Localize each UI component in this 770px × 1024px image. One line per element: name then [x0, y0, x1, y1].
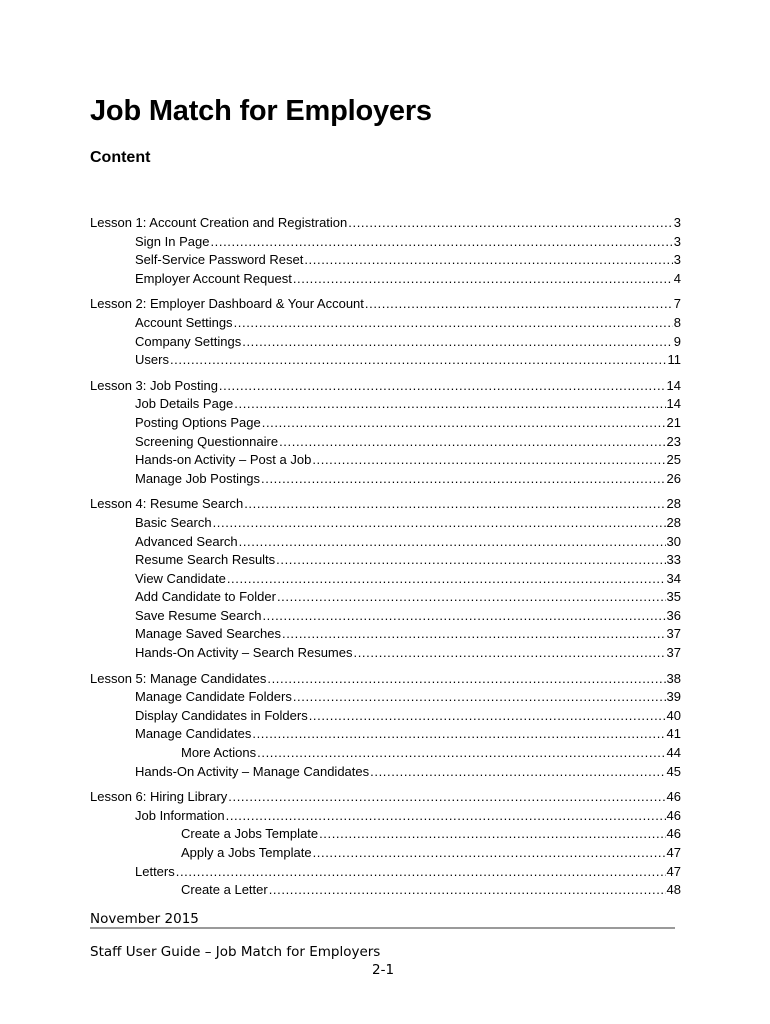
- toc-section-entry: [90, 533, 681, 552]
- toc-entry-label: Manage Job Postings: [135, 470, 261, 486]
- toc-dot-leader: [282, 625, 666, 644]
- toc-entry-page-number: 41: [666, 726, 681, 742]
- toc-entry-label: Users: [135, 352, 169, 368]
- toc-dot-leader: [257, 744, 665, 763]
- toc-entry-page-number: 46: [666, 789, 681, 805]
- toc-dot-leader: [276, 551, 665, 570]
- toc-entry-page-number: 3: [673, 215, 681, 230]
- toc-entry-page-number: 21: [666, 414, 681, 430]
- toc-lesson-group: [90, 377, 681, 489]
- toc-dot-leader: [293, 270, 673, 289]
- toc-entry-page-number: 11: [667, 352, 681, 368]
- toc-lesson-entry: [90, 495, 681, 514]
- toc-entry-page-number: 26: [666, 470, 681, 486]
- toc-section-entry: [90, 433, 681, 452]
- toc-entry-label: Employer Account Request: [135, 270, 292, 286]
- toc-entry-label: Manage Saved Searches: [135, 626, 281, 642]
- toc-entry-page-number: 28: [666, 496, 681, 512]
- toc-dot-leader: [242, 333, 673, 352]
- toc-lesson-group: [90, 670, 681, 782]
- toc-section-entry: [90, 470, 681, 489]
- toc-dot-leader: [348, 214, 672, 233]
- toc-entry-label: Lesson 1: Account Creation and Registration: [90, 215, 348, 230]
- toc-dot-leader: [213, 514, 666, 533]
- toc-entry-page-number: 3: [673, 233, 681, 249]
- toc-dot-leader: [319, 825, 665, 844]
- contents-heading: Content: [90, 149, 151, 166]
- footer-date: November 2015: [90, 911, 199, 927]
- toc-entry-page-number: 34: [666, 570, 681, 586]
- toc-entry-page-number: 39: [666, 689, 681, 705]
- toc-lesson-entry: [90, 214, 681, 233]
- toc-dot-leader: [244, 495, 665, 514]
- toc-entry-label: Save Resume Search: [135, 607, 262, 623]
- toc-entry-label: Create a Letter: [181, 882, 268, 898]
- toc-section-entry: [90, 351, 681, 370]
- toc-dot-leader: [239, 533, 666, 552]
- toc-section-entry: [90, 744, 681, 763]
- toc-entry-label: Posting Options Page: [135, 414, 261, 430]
- toc-section-entry: [90, 825, 681, 844]
- toc-section-entry: [90, 625, 681, 644]
- toc-entry-page-number: 23: [666, 433, 681, 449]
- toc-entry-page-number: 35: [666, 589, 681, 605]
- toc-entry-label: Lesson 2: Employer Dashboard & Your Account: [90, 296, 364, 312]
- toc-section-entry: [90, 807, 681, 826]
- toc-entry-page-number: 38: [666, 670, 681, 686]
- toc-dot-leader: [219, 377, 666, 396]
- toc-dot-leader: [312, 451, 665, 470]
- toc-lesson-group: [90, 495, 681, 662]
- toc-entry-label: Screening Questionnaire: [135, 433, 279, 449]
- toc-entry-page-number: 9: [673, 333, 681, 349]
- toc-dot-leader: [252, 725, 665, 744]
- toc-section-entry: [90, 644, 681, 663]
- toc-entry-page-number: 37: [666, 626, 681, 642]
- toc-entry-label: Letters: [135, 863, 175, 879]
- toc-entry-label: Lesson 6: Hiring Library: [90, 789, 228, 805]
- toc-entry-label: Resume Search Results: [135, 552, 276, 568]
- toc-entry-label: Display Candidates in Folders: [135, 707, 308, 723]
- toc-entry-page-number: 44: [666, 745, 681, 761]
- toc-section-entry: [90, 314, 681, 333]
- toc-section-entry: [90, 688, 681, 707]
- toc-section-entry: [90, 725, 681, 744]
- toc-dot-leader: [176, 863, 666, 882]
- toc-section-entry: [90, 607, 681, 626]
- table-of-contents: [90, 214, 681, 907]
- footer-page-number: 2-1: [372, 962, 395, 978]
- toc-entry-label: Job Information: [135, 807, 225, 823]
- toc-dot-leader: [226, 807, 666, 826]
- toc-entry-page-number: 48: [666, 882, 681, 898]
- toc-section-entry: [90, 414, 681, 433]
- toc-entry-page-number: 46: [666, 826, 681, 842]
- toc-entry-page-number: 3: [673, 252, 681, 268]
- footer-guide-title: Staff User Guide – Job Match for Employers: [90, 944, 381, 960]
- toc-entry-label: Create a Jobs Template: [181, 826, 319, 842]
- toc-entry-label: Manage Candidate Folders: [135, 689, 292, 705]
- toc-section-entry: [90, 863, 681, 882]
- toc-lesson-group: [90, 214, 681, 288]
- toc-entry-label: Self-Service Password Reset: [135, 252, 304, 268]
- toc-section-entry: [90, 451, 681, 470]
- toc-entry-page-number: 7: [673, 296, 681, 312]
- toc-entry-page-number: 14: [666, 377, 681, 393]
- toc-entry-label: Add Candidate to Folder: [135, 589, 276, 605]
- toc-section-entry: [90, 233, 681, 252]
- toc-entry-label: Account Settings: [135, 314, 233, 330]
- toc-dot-leader: [365, 295, 673, 314]
- toc-lesson-entry: [90, 788, 681, 807]
- toc-section-entry: [90, 763, 681, 782]
- toc-entry-page-number: 8: [673, 314, 681, 330]
- toc-entry-label: Hands-On Activity – Search Resumes: [135, 645, 353, 661]
- toc-entry-label: Lesson 4: Resume Search: [90, 496, 244, 512]
- footer-divider: [90, 927, 675, 929]
- toc-dot-leader: [228, 788, 665, 807]
- toc-entry-label: Lesson 5: Manage Candidates: [90, 670, 267, 686]
- toc-section-entry: [90, 395, 681, 414]
- toc-entry-page-number: 47: [666, 863, 681, 879]
- toc-entry-page-number: 47: [666, 845, 681, 860]
- toc-entry-page-number: 4: [673, 270, 681, 286]
- toc-entry-label: Manage Candidates: [135, 726, 252, 742]
- toc-dot-leader: [267, 670, 665, 689]
- toc-dot-leader: [170, 351, 667, 370]
- toc-entry-page-number: 46: [666, 807, 681, 823]
- toc-entry-label: Hands-on Activity – Post a Job: [135, 452, 312, 468]
- toc-lesson-group: [90, 788, 681, 900]
- toc-entry-label: Advanced Search: [135, 533, 238, 549]
- toc-entry-page-number: 33: [666, 552, 681, 568]
- toc-entry-label: Company Settings: [135, 333, 242, 349]
- toc-entry-page-number: 36: [666, 607, 681, 623]
- toc-dot-leader: [262, 414, 666, 433]
- toc-dot-leader: [227, 570, 666, 589]
- toc-entry-page-number: 14: [666, 396, 681, 412]
- toc-entry-page-number: 25: [666, 452, 681, 468]
- toc-dot-leader: [261, 470, 666, 489]
- toc-entry-label: Lesson 3: Job Posting: [90, 377, 218, 393]
- toc-section-entry: [90, 881, 681, 900]
- toc-dot-leader: [234, 314, 673, 333]
- toc-entry-page-number: 37: [666, 645, 681, 661]
- toc-dot-leader: [269, 881, 666, 900]
- toc-dot-leader: [262, 607, 665, 626]
- toc-dot-leader: [309, 707, 666, 726]
- toc-dot-leader: [353, 644, 665, 663]
- toc-dot-leader: [234, 395, 665, 414]
- toc-lesson-group: [90, 295, 681, 369]
- toc-entry-label: Basic Search: [135, 514, 212, 530]
- toc-section-entry: [90, 707, 681, 726]
- toc-section-entry: [90, 844, 681, 863]
- toc-entry-label: View Candidate: [135, 570, 226, 586]
- toc-dot-leader: [304, 251, 672, 270]
- toc-entry-page-number: 45: [666, 763, 681, 779]
- toc-dot-leader: [370, 763, 665, 782]
- toc-section-entry: [90, 251, 681, 270]
- toc-section-entry: [90, 570, 681, 589]
- document-title: Job Match for Employers: [90, 95, 432, 127]
- toc-section-entry: [90, 551, 681, 570]
- toc-section-entry: [90, 588, 681, 607]
- toc-entry-page-number: 30: [666, 533, 681, 549]
- toc-dot-leader: [277, 588, 666, 607]
- toc-lesson-entry: [90, 377, 681, 396]
- toc-entry-label: Job Details Page: [135, 396, 234, 412]
- toc-entry-label: More Actions: [181, 745, 257, 761]
- toc-dot-leader: [293, 688, 666, 707]
- toc-section-entry: [90, 270, 681, 289]
- toc-entry-label: Hands-On Activity – Manage Candidates: [135, 763, 370, 779]
- toc-dot-leader: [279, 433, 665, 452]
- toc-dot-leader: [313, 844, 666, 863]
- toc-section-entry: [90, 514, 681, 533]
- toc-entry-page-number: 28: [666, 514, 681, 530]
- toc-entry-page-number: 40: [666, 707, 681, 723]
- toc-lesson-entry: [90, 295, 681, 314]
- toc-section-entry: [90, 333, 681, 352]
- toc-dot-leader: [210, 233, 672, 252]
- toc-entry-label: Apply a Jobs Template: [181, 845, 312, 860]
- toc-lesson-entry: [90, 670, 681, 689]
- toc-entry-label: Sign In Page: [135, 233, 210, 249]
